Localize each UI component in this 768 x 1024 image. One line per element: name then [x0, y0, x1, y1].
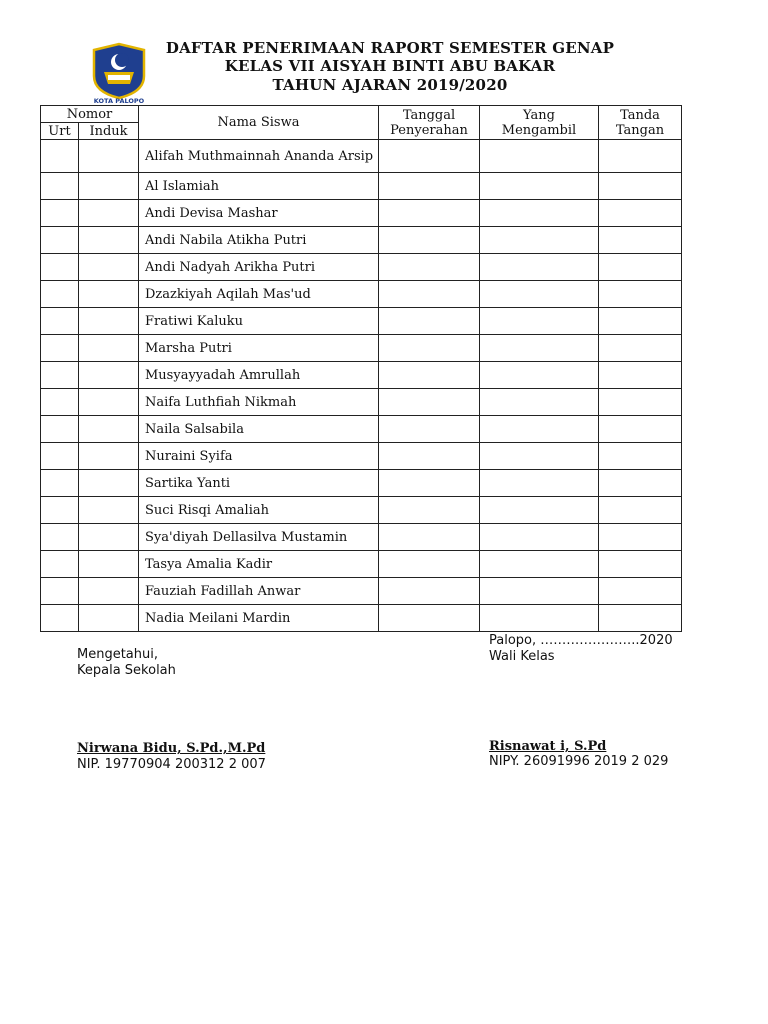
name-cell: Dzazkiyah Aqilah Mas'ud [139, 281, 379, 308]
name-cell: Sartika Yanti [139, 470, 379, 497]
tanda-tangan-cell [599, 281, 682, 308]
urt-cell [41, 140, 79, 173]
tanda-tangan-cell [599, 470, 682, 497]
induk-cell [79, 200, 139, 227]
yang-mengambil-cell [480, 254, 599, 281]
yang-mengambil-cell [480, 443, 599, 470]
tanggal-cell [379, 335, 480, 362]
induk-cell [79, 335, 139, 362]
tanggal-cell [379, 308, 480, 335]
urt-cell [41, 443, 79, 470]
tanggal-cell [379, 524, 480, 551]
table-row [41, 254, 682, 281]
name-cell: Marsha Putri [139, 335, 379, 362]
name-cell: Naila Salsabila [139, 416, 379, 443]
urt-cell [41, 362, 79, 389]
urt-cell [41, 227, 79, 254]
urt-cell [41, 551, 79, 578]
table-row [41, 227, 682, 254]
name-cell: Alifah Muthmainnah Ananda Arsip [139, 140, 379, 173]
induk-cell [79, 497, 139, 524]
name-cell: Fauziah Fadillah Anwar [139, 578, 379, 605]
name-cell: Suci Risqi Amaliah [139, 497, 379, 524]
yang-mengambil-cell [480, 551, 599, 578]
urt-cell [41, 254, 79, 281]
header-nomor: Nomor [41, 106, 139, 123]
tanggal-cell [379, 389, 480, 416]
yang-mengambil-cell [480, 362, 599, 389]
document-title: DAFTAR PENERIMAAN RAPORT SEMESTER GENAP [165, 39, 615, 57]
header-urt: Urt [41, 123, 79, 140]
table-row [41, 140, 682, 173]
header-induk: Induk [79, 123, 139, 140]
yang-mengambil-cell [480, 605, 599, 632]
tanda-tangan-cell [599, 578, 682, 605]
name-cell: Nadia Meilani Mardin [139, 605, 379, 632]
tanda-tangan-cell [599, 416, 682, 443]
tanggal-cell [379, 497, 480, 524]
table-row [41, 470, 682, 497]
homeroom-role: Wali Kelas [489, 649, 555, 664]
tanda-tangan-cell [599, 497, 682, 524]
principal-role: Kepala Sekolah [77, 663, 176, 678]
yang-mengambil-cell [480, 416, 599, 443]
yang-mengambil-cell [480, 173, 599, 200]
logo-caption: KOTA PALOPO [93, 97, 145, 104]
name-cell: Naifa Luthfiah Nikmah [139, 389, 379, 416]
yang-mengambil-cell [480, 335, 599, 362]
yang-mengambil-cell [480, 227, 599, 254]
tanggal-cell [379, 254, 480, 281]
induk-cell [79, 524, 139, 551]
urt-cell [41, 470, 79, 497]
induk-cell [79, 416, 139, 443]
induk-cell [79, 173, 139, 200]
table-row [41, 308, 682, 335]
yang-mengambil-cell [480, 281, 599, 308]
acknowledged-label: Mengetahui, [77, 647, 158, 662]
name-cell: Musyayyadah Amrullah [139, 362, 379, 389]
induk-cell [79, 551, 139, 578]
header-yang-mengambil: Yang Mengambil [480, 106, 599, 140]
tanggal-cell [379, 227, 480, 254]
tanda-tangan-cell [599, 173, 682, 200]
induk-cell [79, 470, 139, 497]
header-nama-siswa: Nama Siswa [139, 106, 379, 140]
homeroom-teacher-nipy: NIPY. 26091996 2019 2 029 [489, 754, 669, 769]
yang-mengambil-cell [480, 497, 599, 524]
table-row [41, 524, 682, 551]
induk-cell [79, 362, 139, 389]
table-row [41, 497, 682, 524]
induk-cell [79, 281, 139, 308]
induk-cell [79, 254, 139, 281]
induk-cell [79, 578, 139, 605]
tanda-tangan-cell [599, 140, 682, 173]
tanggal-cell [379, 443, 480, 470]
urt-cell [41, 173, 79, 200]
tanggal-cell [379, 200, 480, 227]
header-tanggal-penyerahan: Tanggal Penyerahan [379, 106, 480, 140]
report-receipt-table [40, 105, 682, 632]
tanda-tangan-cell [599, 551, 682, 578]
induk-cell [79, 605, 139, 632]
tanda-tangan-cell [599, 200, 682, 227]
class-name: KELAS VII AISYAH BINTI ABU BAKAR [224, 57, 556, 75]
principal-nip: NIP. 19770904 200312 2 007 [77, 757, 266, 772]
table-row [41, 578, 682, 605]
table-row [41, 281, 682, 308]
urt-cell [41, 200, 79, 227]
name-cell: Nuraini Syifa [139, 443, 379, 470]
induk-cell [79, 443, 139, 470]
table-row [41, 443, 682, 470]
tanda-tangan-cell [599, 362, 682, 389]
tanggal-cell [379, 416, 480, 443]
urt-cell [41, 389, 79, 416]
header-tanda-tangan: Tanda Tangan [599, 106, 682, 140]
urt-cell [41, 416, 79, 443]
table-row [41, 362, 682, 389]
table-row [41, 200, 682, 227]
tanda-tangan-cell [599, 389, 682, 416]
table-row [41, 605, 682, 632]
urt-cell [41, 308, 79, 335]
place-date: Palopo, …………………..2020 [489, 633, 673, 648]
tanda-tangan-cell [599, 335, 682, 362]
yang-mengambil-cell [480, 524, 599, 551]
tanggal-cell [379, 362, 480, 389]
name-cell: Al Islamiah [139, 173, 379, 200]
yang-mengambil-cell [480, 308, 599, 335]
urt-cell [41, 605, 79, 632]
table-row [41, 389, 682, 416]
tanda-tangan-cell [599, 308, 682, 335]
name-cell: Andi Devisa Mashar [139, 200, 379, 227]
yang-mengambil-cell [480, 200, 599, 227]
table-row [41, 173, 682, 200]
principal-name: Nirwana Bidu, S.Pd.,M.Pd [77, 741, 266, 756]
urt-cell [41, 335, 79, 362]
urt-cell [41, 281, 79, 308]
tanggal-cell [379, 470, 480, 497]
tanggal-cell [379, 551, 480, 578]
urt-cell [41, 497, 79, 524]
tanda-tangan-cell [599, 443, 682, 470]
urt-cell [41, 578, 79, 605]
tanggal-cell [379, 140, 480, 173]
name-cell: Tasya Amalia Kadir [139, 551, 379, 578]
yang-mengambil-cell [480, 470, 599, 497]
table-row [41, 335, 682, 362]
yang-mengambil-cell [480, 578, 599, 605]
tanggal-cell [379, 578, 480, 605]
tanda-tangan-cell [599, 254, 682, 281]
homeroom-teacher-name: Risnawat i, S.Pd [489, 739, 607, 754]
induk-cell [79, 308, 139, 335]
yang-mengambil-cell [480, 389, 599, 416]
tanggal-cell [379, 173, 480, 200]
urt-cell [41, 524, 79, 551]
table-row [41, 551, 682, 578]
induk-cell [79, 227, 139, 254]
tanda-tangan-cell [599, 524, 682, 551]
academic-year: TAHUN AJARAN 2019/2020 [272, 76, 508, 94]
induk-cell [79, 389, 139, 416]
induk-cell [79, 140, 139, 173]
tanggal-cell [379, 281, 480, 308]
name-cell: Sya'diyah Dellasilva Mustamin [139, 524, 379, 551]
name-cell: Andi Nabila Atikha Putri [139, 227, 379, 254]
yang-mengambil-cell [480, 140, 599, 173]
tanda-tangan-cell [599, 605, 682, 632]
name-cell: Andi Nadyah Arikha Putri [139, 254, 379, 281]
name-cell: Fratiwi Kaluku [139, 308, 379, 335]
tanggal-cell [379, 605, 480, 632]
table-row [41, 416, 682, 443]
tanda-tangan-cell [599, 227, 682, 254]
